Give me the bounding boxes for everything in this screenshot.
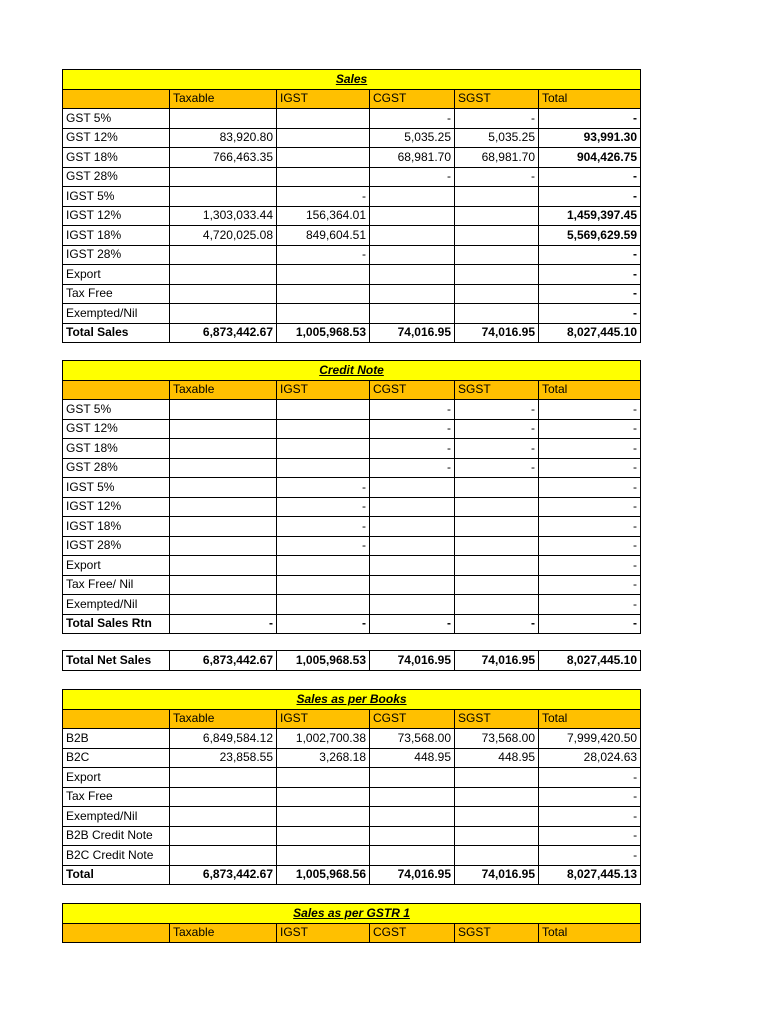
table-row: GST 12% 83,920.80 5,035.25 5,035.25 93,991.30: [63, 128, 641, 148]
table-row: Tax Free -: [63, 787, 641, 807]
table-row: B2B Credit Note -: [63, 826, 641, 846]
credit-note-title: Credit Note: [63, 361, 641, 381]
table-row: IGST 12% 1,303,033.44 156,364.01 1,459,397.45: [63, 206, 641, 226]
table-row: Export -: [63, 556, 641, 576]
col-sgst: SGST: [455, 923, 539, 943]
col-taxable: Taxable: [170, 380, 277, 400]
table-row: GST 12% - - -: [63, 419, 641, 439]
header-row: [63, 709, 641, 729]
col-sgst: SGST: [455, 380, 539, 400]
table-row: IGST 5% - -: [63, 478, 641, 498]
table-row: Export -: [63, 265, 641, 285]
table-row: IGST 28% - -: [63, 536, 641, 556]
col-cgst: CGST: [370, 923, 455, 943]
table-row: GST 18% 766,463.35 68,981.70 68,981.70 904,426.75: [63, 148, 641, 168]
table-row: IGST 18% 4,720,025.08 849,604.51 5,569,629.59: [63, 226, 641, 246]
table-row: B2C 23,858.55 3,268.18 448.95 448.95 28,024.63: [63, 748, 641, 768]
col-igst: IGST: [277, 709, 370, 729]
books-table: [62, 689, 641, 885]
col-igst: IGST: [277, 380, 370, 400]
table-row: Export -: [63, 768, 641, 788]
col-cgst: CGST: [370, 709, 455, 729]
table-row: B2C Credit Note -: [63, 846, 641, 866]
table-row: Tax Free -: [63, 284, 641, 304]
col-cgst: CGST: [370, 380, 455, 400]
books-title: Sales as per Books: [63, 690, 641, 710]
total-row: Total Sales 6,873,442.67 1,005,968.53 74,016.95 74,016.95 8,027,445.10: [63, 323, 641, 343]
table-row: IGST 28% - -: [63, 245, 641, 265]
table-row: Tax Free/ Nil -: [63, 575, 641, 595]
col-total: Total: [539, 89, 641, 109]
header-row: [63, 923, 641, 943]
header-row: [63, 380, 641, 400]
gstr1-title: Sales as per GSTR 1: [63, 904, 641, 924]
sales-table: [62, 69, 641, 343]
total-row: Total Sales Rtn - - - - -: [63, 614, 641, 634]
total-row: Total Net Sales 6,873,442.67 1,005,968.53 74,016.95 74,016.95 8,027,445.10: [63, 651, 641, 671]
table-row: B2B 6,849,584.12 1,002,700.38 73,568.00 73,568.00 7,999,420.50: [63, 729, 641, 749]
table-row: Exempted/Nil -: [63, 304, 641, 324]
gstr1-table: [62, 903, 641, 943]
header-row: [63, 89, 641, 109]
col-sgst: SGST: [455, 709, 539, 729]
credit-note-table: [62, 360, 641, 634]
table-row: GST 18% - - -: [63, 439, 641, 459]
net-sales-table: [62, 650, 641, 671]
col-total: Total: [539, 923, 641, 943]
table-row: IGST 12% - -: [63, 497, 641, 517]
col-total: Total: [539, 709, 641, 729]
table-row: Exempted/Nil -: [63, 807, 641, 827]
table-row: IGST 18% - -: [63, 517, 641, 537]
col-igst: IGST: [277, 923, 370, 943]
col-sgst: SGST: [455, 89, 539, 109]
table-row: Exempted/Nil -: [63, 595, 641, 615]
col-taxable: Taxable: [170, 89, 277, 109]
table-row: GST 28% - - -: [63, 167, 641, 187]
col-taxable: Taxable: [170, 923, 277, 943]
table-row: GST 5% - - -: [63, 109, 641, 129]
table-row: IGST 5% - -: [63, 187, 641, 207]
col-total: Total: [539, 380, 641, 400]
sales-title: Sales: [63, 70, 641, 90]
total-row: Total 6,873,442.67 1,005,968.56 74,016.95 74,016.95 8,027,445.13: [63, 865, 641, 885]
table-row: GST 28% - - -: [63, 458, 641, 478]
table-row: GST 5% - - -: [63, 400, 641, 420]
col-cgst: CGST: [370, 89, 455, 109]
col-taxable: Taxable: [170, 709, 277, 729]
col-igst: IGST: [277, 89, 370, 109]
